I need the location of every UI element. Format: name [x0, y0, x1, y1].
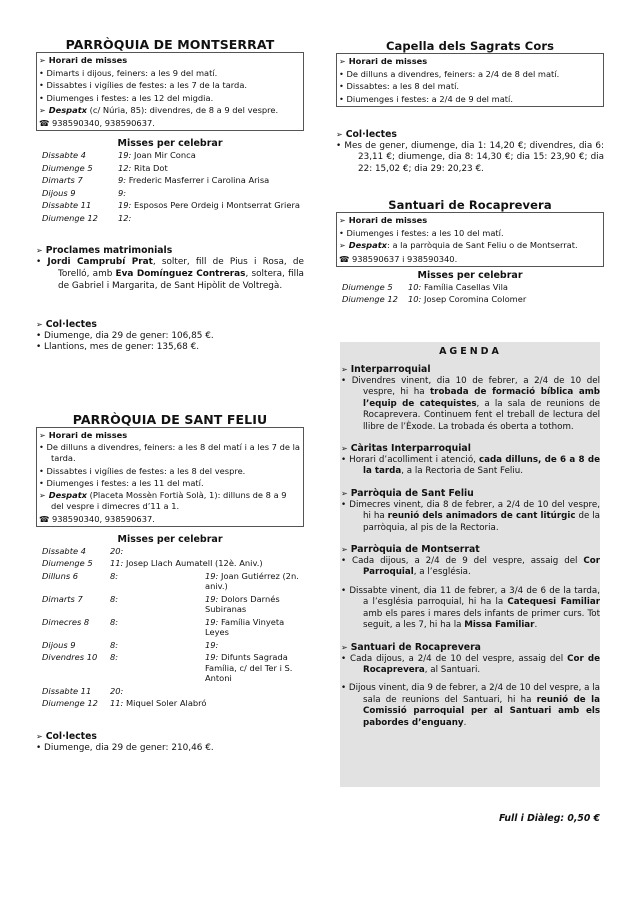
horari-line: • De dilluns a divendres, feiners: a 2/4 de 8 del matí. [339, 69, 560, 80]
spacer [341, 478, 600, 488]
agenda-item-text: • Dijous vinent, dia 9 de febrer, a 2/4 de 10 del vespre, a la sala de reunions del Santuari, hi ha [341, 683, 600, 705]
arrow-icon: ➢ [341, 365, 348, 374]
mass-hour: 8: [110, 593, 119, 604]
mass-hour: 11: [110, 558, 124, 569]
mass-intention [118, 163, 304, 176]
montserrat-horari-box [36, 52, 304, 131]
rocaprevera-horari-box [336, 212, 604, 267]
collecta-line: • Llantions, mes de gener: 135,68 €. [36, 342, 200, 353]
agenda-item-text: • Cada dijous, a 2/4 de 10 del vespre, assaig del [341, 653, 568, 664]
arrow-icon: ➢ [339, 57, 346, 66]
mass-hour: 19: [205, 616, 219, 627]
left-column [36, 37, 304, 354]
arrow-icon: ➢ [39, 56, 46, 65]
mass-intention-2 [205, 571, 304, 594]
spacer [341, 579, 600, 586]
mass-day: Dimecres 8 [42, 616, 90, 627]
mass-day: Diumenge 12 [342, 294, 398, 305]
mass-day: Dimarts 7 [42, 175, 83, 186]
rocaprevera-misses-table [342, 282, 604, 307]
mass-hour: 9: [118, 175, 127, 186]
mass-intention-1 [110, 698, 304, 711]
agenda-item-text: amb els pares i mares dels infants de primer curs. Tot seguit, a les 7, hi ha la [363, 608, 600, 631]
mass-intention-2 [205, 640, 304, 653]
mass-text: Esposos Pere Ordeig i Montserrat Griera [131, 200, 300, 211]
agenda-section-label: Interparroquial [350, 364, 431, 375]
table-row [342, 294, 604, 307]
mass-hour: 19: [118, 200, 132, 211]
table-row [42, 686, 304, 699]
mass-day: Dissabte 4 [42, 545, 86, 556]
agenda-section-label: Parròquia de Montserrat [350, 544, 480, 556]
agenda-section-label: Càritas Interparroquial [350, 443, 471, 455]
mass-hour: 20: [110, 685, 124, 696]
agenda-section-label: Santuari de Rocaprevera [350, 641, 481, 653]
montserrat-misses-table [42, 150, 304, 225]
horari-label: Horari de misses [48, 55, 128, 65]
mass-hour: 12: [118, 162, 132, 173]
arrow-icon: ➢ [339, 216, 346, 225]
montserrat-title: PARRÒQUIA DE MONTSERRAT [65, 37, 275, 52]
agenda-item [341, 500, 600, 534]
horari-line: • Dissabtes: a les 8 del matí. [339, 81, 460, 92]
collectes-label: Col·lectes [345, 128, 397, 140]
mass-intention-2 [205, 652, 304, 686]
horari-line: • Dissabtes i vigílies de festes: a les 8 del vespre. [39, 466, 246, 477]
mass-text: Joan Gutiérrez (2n. aniv.) [205, 570, 299, 592]
agenda-item-highlight: reunió de la Comissió parroquial per al Santuari amb els pabordes d’enguany [363, 694, 600, 728]
mass-day: Dimarts 7 [42, 593, 83, 604]
mass-day: Diumenge 5 [342, 281, 393, 292]
mass-intention-1 [110, 558, 304, 571]
santfeliu-title: PARRÒQUIA DE SANT FELIU [72, 412, 268, 427]
agenda-item-text: , a la sala de reunions de Rocaprevera. Continuem fent el treball de lectura del llibre de l’Èxode. La trobada és oberta a tothom. [363, 398, 600, 432]
mass-intention-1 [110, 686, 205, 699]
santfeliu-misses-table [42, 546, 304, 711]
mass-hour: 19: [205, 593, 219, 604]
agenda-item-text: de la parròquia, al pis de la Rectoria. [363, 511, 601, 533]
arrow-icon: ➢ [339, 241, 346, 251]
table-row [42, 617, 304, 640]
mass-intention-2 [205, 546, 304, 559]
spacer [341, 676, 600, 683]
agenda-item-highlight: reunió dels animadors de cant litúrgic [387, 511, 576, 522]
agenda-item-text: • Dimecres vinent, dia 8 de febrer, a 2/4 de 10 del vespre, hi ha [341, 499, 600, 522]
mass-hour: 19: [205, 570, 219, 581]
mass-day: Diumenge 5 [42, 162, 93, 173]
phone-line: ☎ 938590340, 938590637. [39, 118, 155, 129]
table-row [42, 558, 304, 571]
despatx-label: Despatx [348, 240, 388, 251]
table-row [342, 282, 604, 295]
mass-text: Joan Mir Conca [131, 150, 196, 161]
mass-hour: 12: [118, 212, 132, 223]
arrow-icon: ➢ [336, 129, 343, 139]
horari-label: Horari de misses [348, 56, 428, 66]
mass-intention-1 [110, 652, 205, 686]
proclama-text2: , soltera, filla de Gabriel i Margarita, de Sant Hipòlit de Voltregà. [58, 269, 304, 291]
agenda-item-text: • Divendres vinent, dia 10 de febrer, a 2/4 de 10 del vespre, hi ha [341, 376, 600, 398]
horari-label: Horari de misses [348, 215, 428, 225]
mass-hour: 19: [118, 150, 132, 161]
arrow-icon: ➢ [36, 319, 43, 329]
agenda-section-heading [341, 488, 600, 500]
mass-hour: 11: [110, 698, 124, 709]
mass-text: Miquel Soler Alabró [123, 698, 207, 709]
arrow-icon: ➢ [39, 105, 46, 115]
agenda-box [340, 342, 600, 787]
agenda-item-text: • Dissabte vinent, dia 11 de febrer, a 3/4 de 6 de la tarda, a l’església parroquial, hi ha la [341, 585, 600, 608]
mass-day: Dissabte 4 [42, 150, 86, 161]
collectes-label: Col·lectes [45, 730, 97, 742]
arrow-icon: ➢ [39, 490, 46, 500]
mass-day: Diumenge 12 [42, 212, 98, 223]
agenda-item [341, 586, 600, 632]
mass-intention-2 [205, 594, 304, 617]
mass-day: Divendres 10 [42, 652, 98, 663]
sagrats-title: Capella dels Sagrats Cors [385, 39, 555, 53]
table-row [42, 640, 304, 653]
footer-price: Full i Diàleg: 0,50 € [498, 813, 600, 824]
mass-text: Dolors Darnés Subiranas [205, 593, 280, 615]
mass-hour: 19: [205, 639, 219, 650]
mass-intention-1 [110, 640, 205, 653]
arrow-icon: ➢ [36, 731, 43, 741]
mass-intention [118, 175, 304, 188]
mass-hour: 19: [205, 652, 219, 663]
mass-intention-1 [110, 617, 205, 640]
arrow-icon: ➢ [341, 488, 348, 498]
mass-hour: 10: [408, 281, 422, 292]
santfeliu-misses-title: Misses per celebrar [117, 533, 223, 545]
despatx-label: Despatx [48, 489, 88, 500]
despatx-text: (Placeta Mossèn Fortià Solà, 1): dilluns de 8 a 9 del vespre i dimecres d’11 a 1. [51, 489, 287, 511]
agenda-item-text: • Horari d’acolliment i atenció, [341, 455, 479, 466]
proclama-text1: , solter, fill de Pius i Rosa, de Torelló, amb [58, 257, 304, 280]
mass-hour: 8: [110, 652, 119, 663]
proclama-name1: Jordi Camprubí Prat [47, 257, 153, 268]
santfeliu-horari-box [36, 427, 304, 527]
mass-intention-1 [110, 594, 205, 617]
table-row [42, 150, 304, 163]
arrow-icon: ➢ [39, 431, 46, 440]
rocaprevera-misses-title: Misses per celebrar [417, 269, 523, 281]
horari-label: Horari de misses [48, 430, 128, 440]
agenda-section-heading [341, 642, 600, 654]
proclama-name2: Eva Domínguez Contreras [115, 269, 246, 280]
agenda-item-text: , al Santuari. [424, 664, 481, 675]
horari-line: • De dilluns a divendres, feiners: a les 8 del matí i a les 7 de la tarda. [39, 442, 300, 464]
sagrats-horari-box [336, 53, 604, 107]
mass-text: Frederic Masferrer i Carolina Arisa [126, 175, 270, 186]
agenda-section-heading [341, 364, 600, 376]
agenda-item [341, 376, 600, 433]
agenda-body [341, 364, 600, 729]
agenda-item-highlight: Cor de Rocaprevera [363, 653, 600, 675]
despatx-text: : a la parròquia de Sant Feliu o de Montserrat. [387, 240, 578, 251]
mass-day: Diumenge 5 [42, 558, 93, 569]
sagrats-section [336, 39, 604, 175]
table-row [42, 571, 304, 594]
mass-day: Dijous 9 [42, 187, 76, 198]
collecta-line: • Diumenge, dia 29 de gener: 210,46 €. [36, 742, 214, 753]
spacer [341, 433, 600, 443]
despatx-text: (c/ Núria, 85): divendres, de 8 a 9 del vespre. [87, 104, 279, 115]
mass-hour: 8: [110, 616, 119, 627]
mass-text: Josep Llach Aumatell (12è. Aniv.) [123, 558, 263, 569]
mass-text: Josep Coromina Colomer [421, 294, 527, 305]
montserrat-misses-title: Misses per celebrar [117, 138, 223, 150]
mass-intention [118, 150, 304, 163]
agenda-item-highlight: Catequesi Familiar [507, 597, 601, 608]
agenda-section-label: Parròquia de Sant Feliu [350, 487, 474, 499]
mass-text: Difunts Sagrada Família, c/ del Ter i S. Antoni [205, 652, 293, 684]
mass-intention [118, 188, 304, 201]
mass-text: Rita Dot [131, 162, 168, 173]
mass-hour: 20: [110, 545, 124, 556]
arrow-icon: ➢ [36, 246, 43, 256]
mass-intention [408, 282, 604, 295]
mass-hour: 8: [110, 639, 119, 650]
arrow-icon: ➢ [341, 545, 348, 555]
agenda-item-text: • Cada dijous, a 2/4 de 9 del vespre, assaig del [341, 556, 584, 567]
agenda-item-highlight: Cor Parroquial [363, 556, 600, 578]
rocaprevera-section [336, 198, 604, 307]
table-row [42, 200, 304, 213]
mass-intention-1 [110, 571, 205, 594]
agenda-item-highlight: cada dilluns, de 6 a 8 de la tarda [363, 455, 600, 477]
agenda-section-heading [341, 443, 600, 455]
mass-day: Dilluns 6 [42, 570, 79, 581]
arrow-icon: ➢ [341, 444, 348, 454]
mass-intention-2 [205, 617, 304, 640]
table-row [42, 163, 304, 176]
proclama-text: • Jordi Camprubí Prat, solter, fill de Pius i Rosa, de Torelló, amb Eva Domínguez Contreras, soltera, filla de Gabriel i Margarita, de Sant Hipòlit de Voltregà. [36, 257, 304, 291]
agenda-item-highlight: trobada de formació bíblica amb l’equip de catequistes [363, 387, 600, 409]
arrow-icon: ➢ [341, 642, 348, 652]
mass-day: Dissabte 11 [42, 200, 92, 211]
mass-intention [118, 213, 304, 226]
table-row [42, 213, 304, 226]
horari-line: • Diumenges i festes: a les 11 del matí. [39, 478, 204, 489]
agenda-item-text: . [534, 620, 538, 631]
horari-line: • Dimarts i dijous, feiners: a les 9 del matí. [39, 68, 218, 79]
mass-hour: 9: [118, 187, 127, 198]
agenda-item [341, 556, 600, 579]
mass-intention-2 [205, 686, 304, 699]
sagrats-collectes-text: • Mes de gener, diumenge, dia 1: 14,20 €; divendres, dia 6: 23,11 €; diumenge, dia 8: 14,30 €; dia 15: 23,90 €; dia 22: 15,02 €; dia 29: 20,23 €. [336, 140, 604, 174]
rocaprevera-title: Santuari de Rocaprevera [388, 198, 552, 212]
agenda-item [341, 654, 600, 677]
agenda-item-text: , a la Rectoria de Sant Feliu. [401, 466, 524, 477]
horari-line: • Diumenges i festes: a les 12 del migdia. [39, 92, 214, 103]
mass-hour: 10: [408, 294, 422, 305]
agenda-item-text: . [463, 717, 467, 728]
mass-day: Diumenge 12 [42, 698, 98, 709]
mass-day: Dissabte 11 [42, 685, 92, 696]
agenda-item [341, 683, 600, 729]
horari-line: • Diumenges i festes: a les 10 del matí. [339, 228, 504, 239]
mass-intention [408, 294, 604, 307]
collectes-label: Col·lectes [45, 318, 97, 330]
agenda-title: AGENDA [439, 346, 502, 357]
table-row [42, 546, 304, 559]
agenda-item-highlight: Missa Familiar [464, 620, 535, 631]
agenda-item [341, 455, 600, 478]
despatx-label: Despatx [48, 104, 88, 115]
mass-intention [118, 200, 304, 213]
mass-day: Dijous 9 [42, 639, 76, 650]
phone-line: ☎ 938590637 i 938590340. [339, 253, 458, 264]
table-row [42, 188, 304, 201]
mass-intention-1 [110, 546, 205, 559]
collecta-line: • Diumenge, dia 29 de gener: 106,85 €. [36, 330, 214, 341]
table-row [42, 175, 304, 188]
mass-text: Família Vinyeta Leyes [205, 616, 285, 638]
table-row [42, 594, 304, 617]
proclames-label: Proclames matrimonials [45, 245, 173, 257]
santfeliu-section [36, 412, 304, 754]
phone-line: ☎ 938590340, 938590637. [39, 513, 155, 524]
table-row [42, 652, 304, 686]
spacer [341, 632, 600, 642]
agenda-section-heading [341, 544, 600, 556]
mass-hour: 8: [110, 570, 119, 581]
horari-line: • Dissabtes i vigílies de festes: a les 7 de la tarda. [39, 80, 248, 91]
table-row [42, 698, 304, 711]
mass-text: Família Casellas Vila [421, 281, 508, 292]
spacer [341, 534, 600, 544]
agenda-item-text: , a l’església. [413, 567, 471, 578]
horari-line: • Diumenges i festes: a 2/4 de 9 del matí. [339, 93, 513, 104]
